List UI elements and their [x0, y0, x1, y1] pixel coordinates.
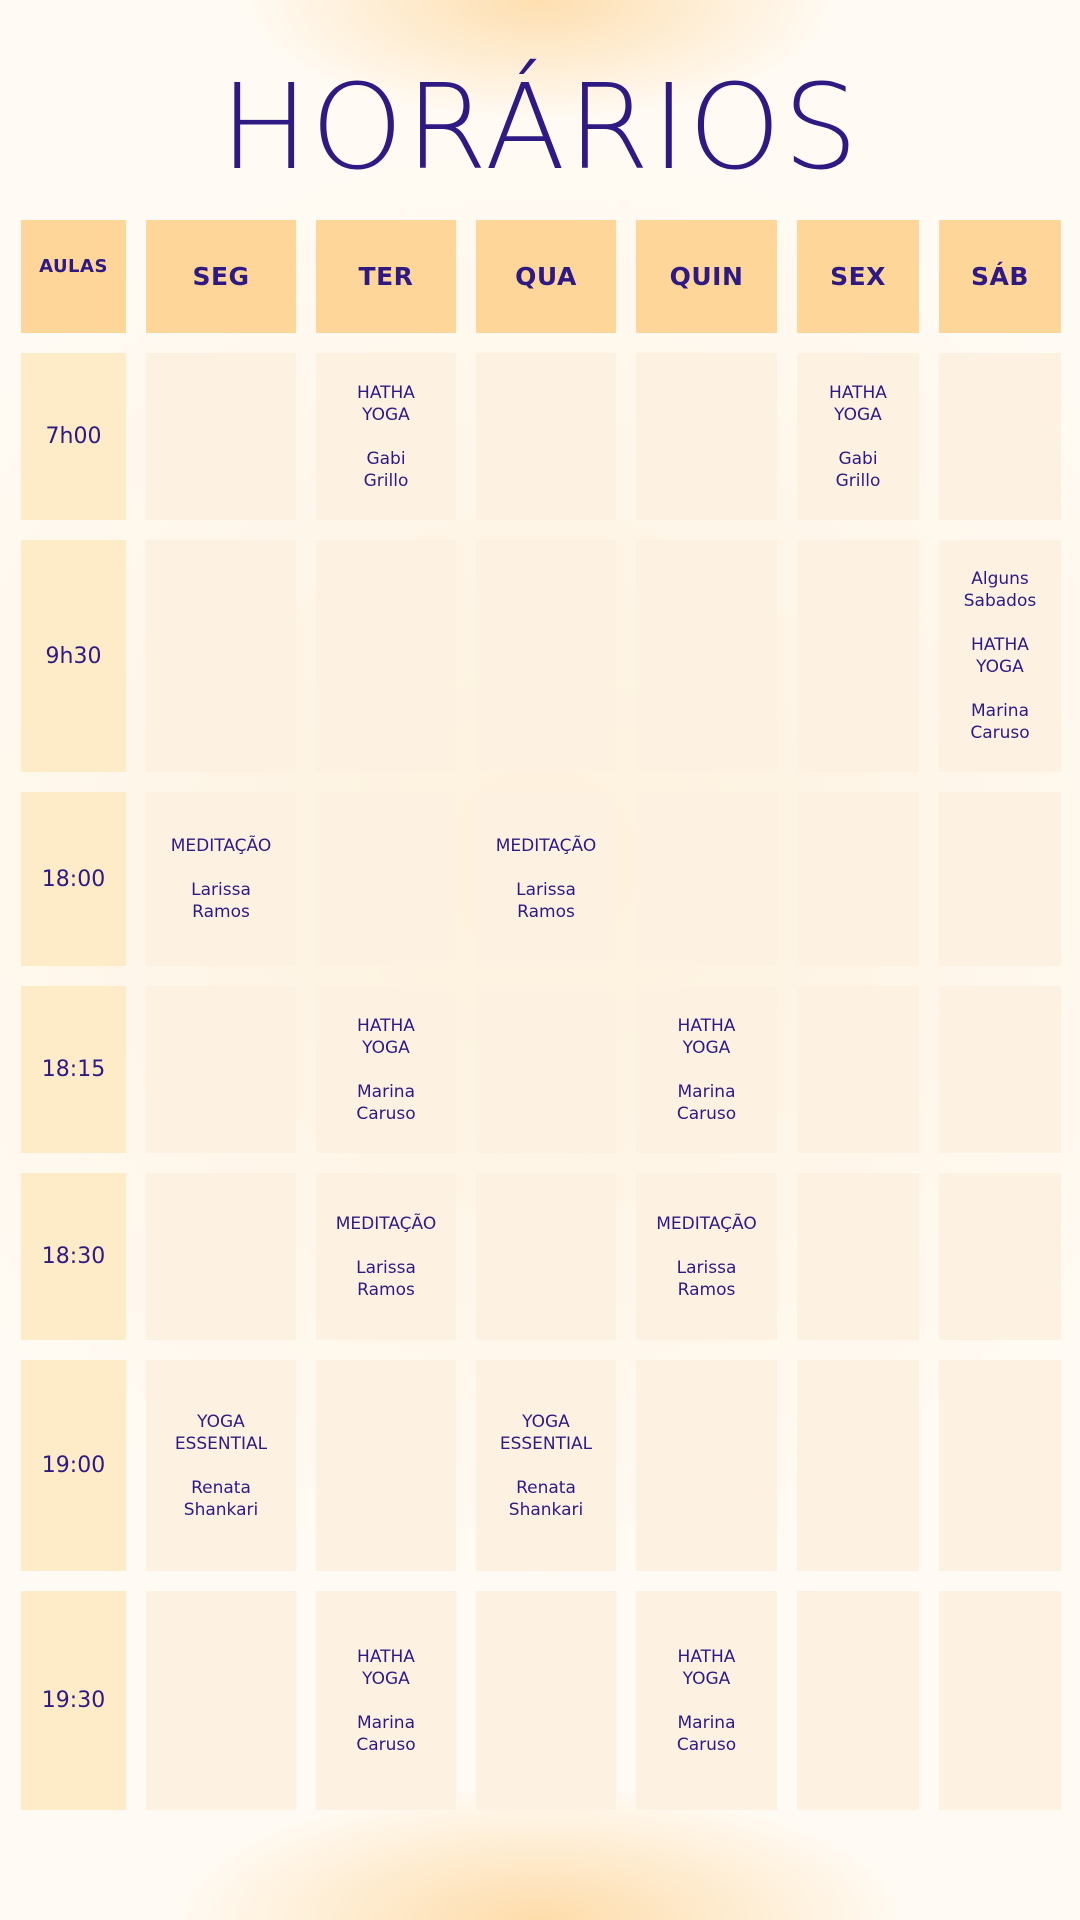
schedule-cell-sex [797, 1360, 919, 1571]
column-header-ter: TER [316, 220, 456, 333]
schedule-cell-qua [476, 1591, 616, 1810]
time-label: 18:15 [21, 986, 126, 1153]
time-label: 9h30 [21, 540, 126, 772]
schedule-cell-qua [476, 540, 616, 772]
schedule-cell-ter [316, 1360, 456, 1571]
class-entry: MEDITAÇÃO Larissa Ramos [335, 1213, 437, 1300]
schedule-cell-quin [636, 986, 777, 1153]
schedule-cell-sab [939, 540, 1061, 772]
schedule-cell-qua [476, 1360, 616, 1571]
schedule-cell-sab [939, 792, 1061, 966]
class-entry: YOGA ESSENTIAL Renata Shankari [499, 1411, 593, 1520]
column-header-qua: QUA [476, 220, 616, 333]
class-entry: YOGA ESSENTIAL Renata Shankari [174, 1411, 268, 1520]
schedule-cell-sab [939, 1360, 1061, 1571]
schedule-cell-sab [939, 986, 1061, 1153]
schedule-cell-sex [797, 353, 919, 520]
class-entry: MEDITAÇÃO Larissa Ramos [495, 836, 597, 922]
time-label: 19:00 [21, 1360, 126, 1571]
time-label: 19:30 [21, 1591, 126, 1810]
schedule-cell-quin [636, 1173, 777, 1340]
class-entry: Alguns Sabados HATHA YOGA Marina Caruso [963, 569, 1037, 743]
schedule-cell-seg [146, 353, 296, 520]
schedule-cell-ter [316, 792, 456, 966]
time-label: 18:00 [21, 792, 126, 966]
class-entry: MEDITAÇÃO Larissa Ramos [170, 836, 272, 922]
schedule-table [21, 220, 1061, 1810]
column-header-seg: SEG [146, 220, 296, 333]
class-entry: HATHA YOGA Gabi Grillo [829, 382, 887, 491]
schedule-cell-sex [797, 540, 919, 772]
schedule-cell-quin [636, 1360, 777, 1571]
schedule-cell-sex [797, 1591, 919, 1810]
class-entry: MEDITAÇÃO Larissa Ramos [656, 1213, 757, 1300]
column-header-sex: SEX [797, 220, 919, 333]
class-entry: HATHA YOGA Marina Caruso [676, 1015, 737, 1124]
schedule-cell-quin [636, 792, 777, 966]
column-header-aulas: AULAS [21, 220, 126, 333]
schedule-cell-seg [146, 1360, 296, 1571]
time-label: 7h00 [21, 353, 126, 520]
class-entry: HATHA YOGA Marina Caruso [356, 1015, 416, 1124]
class-entry: HATHA YOGA Marina Caruso [676, 1646, 737, 1755]
schedule-cell-seg [146, 986, 296, 1153]
class-entry: HATHA YOGA Marina Caruso [356, 1646, 416, 1755]
schedule-cell-ter [316, 1591, 456, 1810]
schedule-cell-qua [476, 1173, 616, 1340]
schedule-cell-sab [939, 353, 1061, 520]
schedule-cell-quin [636, 540, 777, 772]
class-entry: HATHA YOGA Gabi Grillo [357, 382, 415, 491]
column-header-sab: SÁB [939, 220, 1061, 333]
time-label: 18:30 [21, 1173, 126, 1340]
schedule-cell-seg [146, 1591, 296, 1810]
column-header-quin: QUIN [636, 220, 777, 333]
schedule-cell-ter [316, 1173, 456, 1340]
schedule-cell-sab [939, 1591, 1061, 1810]
schedule-cell-quin [636, 353, 777, 520]
page-title: HORÁRIOS [219, 58, 861, 196]
schedule-cell-sex [797, 792, 919, 966]
schedule-cell-seg [146, 792, 296, 966]
schedule-cell-ter [316, 540, 456, 772]
schedule-cell-seg [146, 1173, 296, 1340]
schedule-cell-qua [476, 986, 616, 1153]
schedule-cell-sex [797, 986, 919, 1153]
schedule-cell-qua [476, 792, 616, 966]
schedule-cell-ter [316, 353, 456, 520]
schedule-cell-qua [476, 353, 616, 520]
schedule-cell-ter [316, 986, 456, 1153]
schedule-cell-sab [939, 1173, 1061, 1340]
schedule-cell-sex [797, 1173, 919, 1340]
schedule-cell-quin [636, 1591, 777, 1810]
schedule-cell-seg [146, 540, 296, 772]
